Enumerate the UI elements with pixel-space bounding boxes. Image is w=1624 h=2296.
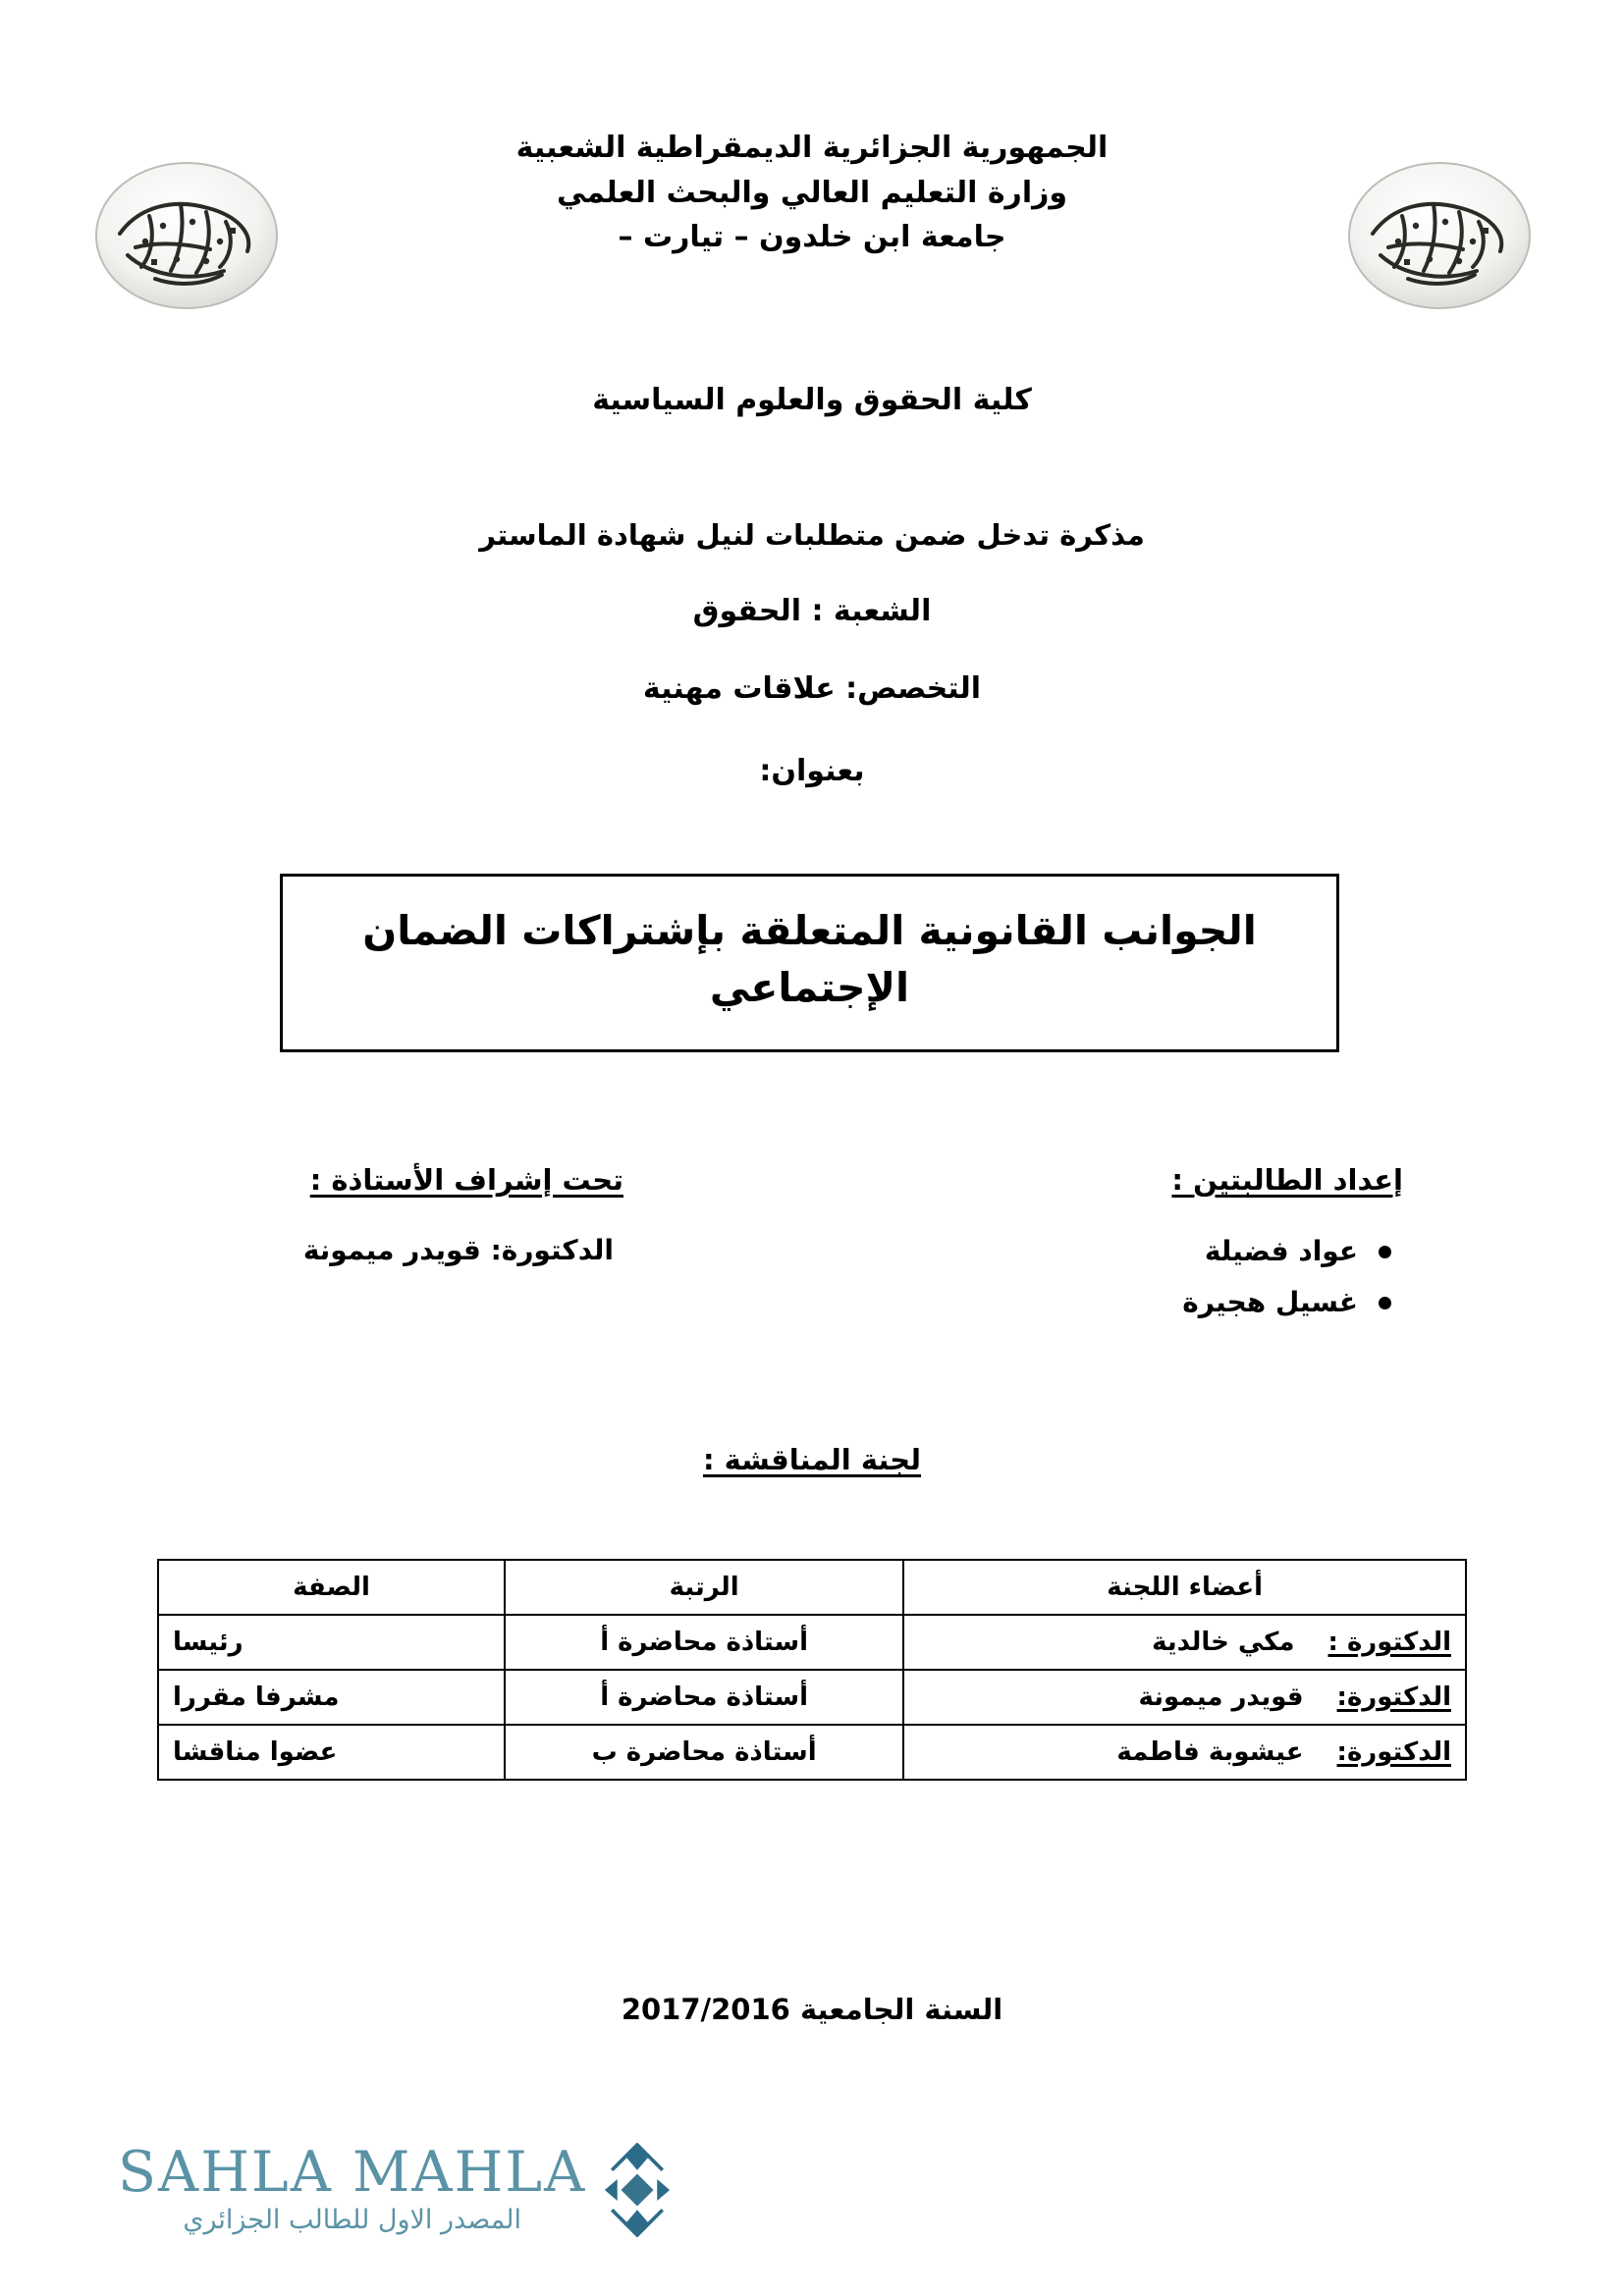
column-header-rank: الرتبة	[505, 1560, 903, 1615]
jury-role-cell: مشرفا مقررا	[158, 1670, 505, 1725]
ministry-line: وزارة التعليم العالي والبحث العلمي	[556, 175, 1068, 210]
jury-rank-cell: أستاذة محاضرة أ	[505, 1615, 903, 1670]
students-section	[991, 1163, 1403, 1328]
doctor-label: الدكتورة:	[1336, 1682, 1451, 1712]
institution-header	[0, 126, 1624, 260]
column-header-members: أعضاء اللجنة	[903, 1560, 1466, 1615]
supervisor-name: الدكتورة: قويدر ميمونة	[302, 1234, 614, 1266]
list-item: غسيل هجيرة	[991, 1277, 1358, 1328]
jury-table	[157, 1559, 1467, 1781]
doctor-label: الدكتورة :	[1327, 1628, 1451, 1657]
jury-rank-cell: أستاذة محاضرة أ	[505, 1670, 903, 1725]
jury-heading	[0, 1443, 1624, 1476]
jury-member-cell	[903, 1725, 1466, 1780]
thesis-title: الجوانب القانونية المتعلقة بإشتراكات الضمان الإجتماعي	[362, 907, 1257, 1012]
sahla-mahla-logo-icon	[592, 2143, 682, 2237]
table-row	[158, 1670, 1466, 1725]
table-row	[158, 1725, 1466, 1780]
jury-heading-text: لجنة المناقشة :	[702, 1443, 922, 1476]
jury-rank-cell: أستاذة محاضرة ب	[505, 1725, 903, 1780]
jury-member-cell	[903, 1615, 1466, 1670]
jury-table-wrapper	[157, 1559, 1467, 1781]
watermark	[118, 2140, 682, 2237]
jury-role-cell: رئيسا	[158, 1615, 505, 1670]
jury-role-cell: عضوا مناقشا	[158, 1725, 505, 1780]
under-title-label: بعنوان:	[759, 754, 865, 788]
watermark-text	[118, 2140, 587, 2235]
university-line: جامعة ابن خلدون – تيارت –	[618, 220, 1006, 255]
degree-statement: مذكرة تدخل ضمن متطلبات لنيل شهادة الماستر	[479, 518, 1145, 552]
jury-member-name: قويدر ميمونة	[1138, 1682, 1304, 1712]
list-item: عواد فضيلة	[991, 1226, 1358, 1277]
supervisor-heading: تحت إشراف الأستاذة :	[309, 1163, 623, 1197]
students-list	[991, 1226, 1358, 1328]
column-header-role: الصفة	[158, 1560, 505, 1615]
students-heading: إعداد الطالبتين :	[1171, 1163, 1403, 1197]
table-row	[158, 1615, 1466, 1670]
table-header-row	[158, 1560, 1466, 1615]
jury-member-name: مكي خالدية	[1152, 1628, 1295, 1657]
supervisor-section	[211, 1163, 623, 1266]
academic-year: السنة الجامعية 2017/2016	[621, 1993, 1003, 2026]
speciality-line: التخصص: علاقات مهنية	[642, 671, 982, 706]
watermark-title: SAHLA MAHLA	[118, 2140, 587, 2205]
thesis-title-box	[280, 874, 1339, 1052]
country-line: الجمهورية الجزائرية الديمقراطية الشعبية	[515, 131, 1109, 165]
jury-member-name: عيشوبة فاطمة	[1116, 1737, 1304, 1767]
doctor-label: الدكتورة:	[1336, 1737, 1451, 1767]
jury-member-cell	[903, 1670, 1466, 1725]
branch-line: الشعبة : الحقوق	[692, 594, 932, 628]
faculty-line: كلية الحقوق والعلوم السياسية	[592, 383, 1032, 417]
watermark-subtitle: المصدر الاول للطالب الجزائري	[183, 2205, 521, 2235]
